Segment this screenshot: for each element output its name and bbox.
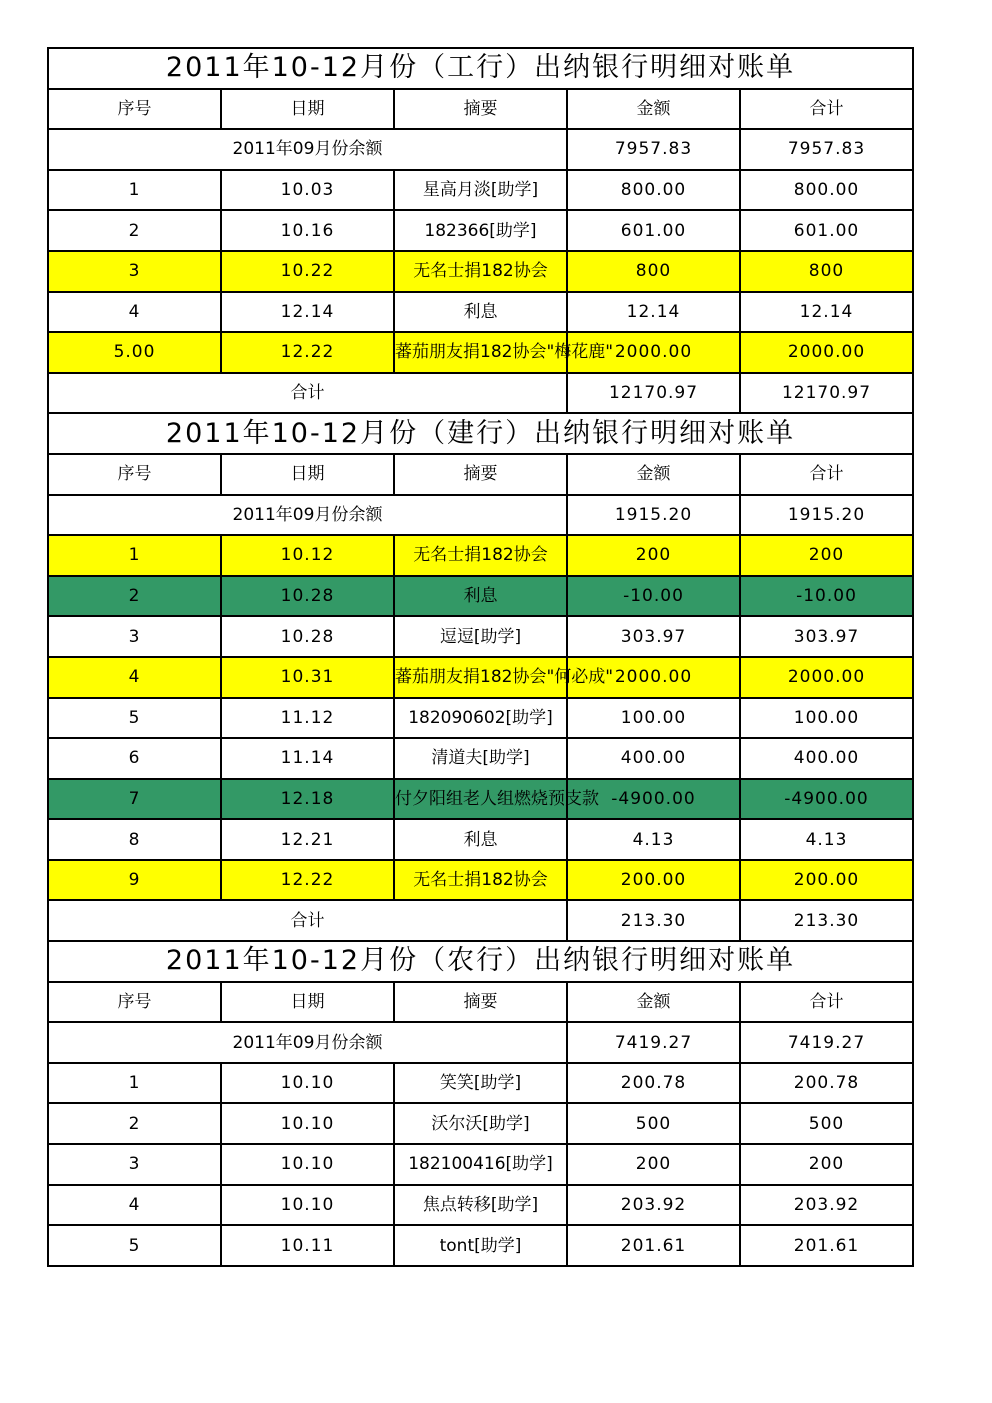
row-seq: 3 <box>48 616 221 657</box>
row-total: 4.13 <box>740 819 913 860</box>
row-total: -4900.00 <box>740 779 913 820</box>
row-amount: 2000.00 <box>567 332 740 373</box>
table-row <box>48 657 913 698</box>
row-amount: 800.00 <box>567 170 740 211</box>
row-date: 10.16 <box>221 210 394 251</box>
sum-row <box>48 900 913 941</box>
row-date: 12.18 <box>221 779 394 820</box>
sum-total: 213.30 <box>740 900 913 941</box>
row-amount: 800 <box>567 251 740 292</box>
row-total: 200 <box>740 1144 913 1185</box>
row-total: 800.00 <box>740 170 913 211</box>
row-desc: 利息 <box>394 576 567 617</box>
table-row <box>48 576 913 617</box>
row-desc: 无名士捐182协会 <box>394 251 567 292</box>
opening-balance-label: 2011年09月份余额 <box>48 129 567 170</box>
table-row <box>48 1103 913 1144</box>
row-desc: 笑笑[助学] <box>394 1063 567 1104</box>
row-desc: 无名士捐182协会 <box>394 860 567 901</box>
row-seq: 3 <box>48 1144 221 1185</box>
row-amount: 203.92 <box>567 1185 740 1226</box>
opening-balance-total: 1915.20 <box>740 495 913 536</box>
table-row <box>48 210 913 251</box>
row-desc: 焦点转移[助学] <box>394 1185 567 1226</box>
row-desc: 无名士捐182协会 <box>394 535 567 576</box>
row-seq: 4 <box>48 1185 221 1226</box>
row-amount: 500 <box>567 1103 740 1144</box>
row-desc: 蕃茄朋友捐182协会"梅花鹿" <box>394 332 567 373</box>
sum-row <box>48 373 913 414</box>
row-date: 11.14 <box>221 738 394 779</box>
row-date: 12.22 <box>221 860 394 901</box>
row-seq: 5 <box>48 698 221 739</box>
header-total: 合计 <box>740 89 913 130</box>
header-date: 日期 <box>221 454 394 495</box>
row-total: 12.14 <box>740 292 913 333</box>
row-desc: tont[助学] <box>394 1225 567 1266</box>
column-header-row <box>48 89 913 130</box>
opening-balance-row <box>48 1022 913 1063</box>
row-desc: 利息 <box>394 819 567 860</box>
header-seq: 序号 <box>48 89 221 130</box>
row-seq: 5.00 <box>48 332 221 373</box>
row-total: 2000.00 <box>740 657 913 698</box>
row-seq: 9 <box>48 860 221 901</box>
table-row <box>48 535 913 576</box>
row-total: 400.00 <box>740 738 913 779</box>
row-total: 2000.00 <box>740 332 913 373</box>
row-date: 10.11 <box>221 1225 394 1266</box>
row-date: 10.12 <box>221 535 394 576</box>
header-amount: 金额 <box>567 89 740 130</box>
header-date: 日期 <box>221 982 394 1023</box>
row-amount: 12.14 <box>567 292 740 333</box>
row-desc: 182100416[助学] <box>394 1144 567 1185</box>
sum-amount: 213.30 <box>567 900 740 941</box>
section-title-row <box>48 941 913 982</box>
opening-balance-row <box>48 495 913 536</box>
ledger-body <box>48 48 913 1266</box>
row-total: 500 <box>740 1103 913 1144</box>
header-amount: 金额 <box>567 454 740 495</box>
opening-balance-label: 2011年09月份余额 <box>48 1022 567 1063</box>
column-header-row <box>48 454 913 495</box>
table-row <box>48 292 913 333</box>
row-amount: -10.00 <box>567 576 740 617</box>
section-title: 2011年10-12月份（农行）出纳银行明细对账单 <box>48 941 913 982</box>
header-total: 合计 <box>740 454 913 495</box>
table-row <box>48 819 913 860</box>
row-total: 203.92 <box>740 1185 913 1226</box>
row-date: 10.10 <box>221 1144 394 1185</box>
row-total: -10.00 <box>740 576 913 617</box>
row-amount: 601.00 <box>567 210 740 251</box>
row-total: 200.78 <box>740 1063 913 1104</box>
row-amount: 201.61 <box>567 1225 740 1266</box>
row-date: 10.10 <box>221 1103 394 1144</box>
table-row <box>48 860 913 901</box>
header-desc: 摘要 <box>394 982 567 1023</box>
row-desc: 逗逗[助学] <box>394 616 567 657</box>
row-amount: 400.00 <box>567 738 740 779</box>
opening-balance-label: 2011年09月份余额 <box>48 495 567 536</box>
row-desc: 沃尔沃[助学] <box>394 1103 567 1144</box>
row-seq: 6 <box>48 738 221 779</box>
row-total: 200 <box>740 535 913 576</box>
row-date: 12.21 <box>221 819 394 860</box>
row-amount: 303.97 <box>567 616 740 657</box>
row-desc: 星高月淡[助学] <box>394 170 567 211</box>
row-seq: 7 <box>48 779 221 820</box>
table-row <box>48 698 913 739</box>
table-row <box>48 779 913 820</box>
row-date: 10.28 <box>221 576 394 617</box>
sum-amount: 12170.97 <box>567 373 740 414</box>
section-title-row <box>48 413 913 454</box>
table-row <box>48 332 913 373</box>
row-seq: 3 <box>48 251 221 292</box>
header-date: 日期 <box>221 89 394 130</box>
table-row <box>48 1063 913 1104</box>
row-date: 10.28 <box>221 616 394 657</box>
row-amount: 200 <box>567 535 740 576</box>
row-amount: 4.13 <box>567 819 740 860</box>
header-total: 合计 <box>740 982 913 1023</box>
table-row <box>48 251 913 292</box>
row-date: 10.22 <box>221 251 394 292</box>
row-date: 12.14 <box>221 292 394 333</box>
row-seq: 5 <box>48 1225 221 1266</box>
row-seq: 1 <box>48 1063 221 1104</box>
ledger-table <box>47 47 914 1267</box>
row-amount: 200.00 <box>567 860 740 901</box>
row-desc: 利息 <box>394 292 567 333</box>
row-desc: 付夕阳组老人组燃烧预支款 <box>394 779 567 820</box>
section-title: 2011年10-12月份（工行）出纳银行明细对账单 <box>48 48 913 89</box>
section-title: 2011年10-12月份（建行）出纳银行明细对账单 <box>48 413 913 454</box>
row-total: 800 <box>740 251 913 292</box>
row-seq: 2 <box>48 1103 221 1144</box>
row-date: 10.03 <box>221 170 394 211</box>
table-row <box>48 616 913 657</box>
sum-label: 合计 <box>48 900 567 941</box>
header-amount: 金额 <box>567 982 740 1023</box>
table-row <box>48 738 913 779</box>
row-total: 100.00 <box>740 698 913 739</box>
row-date: 10.10 <box>221 1063 394 1104</box>
row-total: 303.97 <box>740 616 913 657</box>
opening-balance-amount: 1915.20 <box>567 495 740 536</box>
row-amount: 2000.00 <box>567 657 740 698</box>
row-amount: 200.78 <box>567 1063 740 1104</box>
row-date: 12.22 <box>221 332 394 373</box>
row-desc: 蕃茄朋友捐182协会"何必成" <box>394 657 567 698</box>
table-row <box>48 170 913 211</box>
section-title-row <box>48 48 913 89</box>
column-header-row <box>48 982 913 1023</box>
row-seq: 8 <box>48 819 221 860</box>
row-seq: 4 <box>48 292 221 333</box>
row-desc: 清道夫[助学] <box>394 738 567 779</box>
header-desc: 摘要 <box>394 89 567 130</box>
row-date: 11.12 <box>221 698 394 739</box>
opening-balance-total: 7957.83 <box>740 129 913 170</box>
row-amount: -4900.00 <box>567 779 740 820</box>
row-desc: 182366[助学] <box>394 210 567 251</box>
opening-balance-amount: 7957.83 <box>567 129 740 170</box>
row-date: 10.10 <box>221 1185 394 1226</box>
row-desc: 182090602[助学] <box>394 698 567 739</box>
opening-balance-row <box>48 129 913 170</box>
sum-total: 12170.97 <box>740 373 913 414</box>
opening-balance-total: 7419.27 <box>740 1022 913 1063</box>
table-row <box>48 1144 913 1185</box>
row-seq: 1 <box>48 535 221 576</box>
table-row <box>48 1185 913 1226</box>
row-amount: 200 <box>567 1144 740 1185</box>
row-seq: 2 <box>48 210 221 251</box>
sum-label: 合计 <box>48 373 567 414</box>
row-date: 10.31 <box>221 657 394 698</box>
header-desc: 摘要 <box>394 454 567 495</box>
row-total: 601.00 <box>740 210 913 251</box>
row-seq: 1 <box>48 170 221 211</box>
opening-balance-amount: 7419.27 <box>567 1022 740 1063</box>
row-total: 200.00 <box>740 860 913 901</box>
table-row <box>48 1225 913 1266</box>
row-amount: 100.00 <box>567 698 740 739</box>
row-seq: 2 <box>48 576 221 617</box>
header-seq: 序号 <box>48 454 221 495</box>
header-seq: 序号 <box>48 982 221 1023</box>
row-total: 201.61 <box>740 1225 913 1266</box>
row-seq: 4 <box>48 657 221 698</box>
